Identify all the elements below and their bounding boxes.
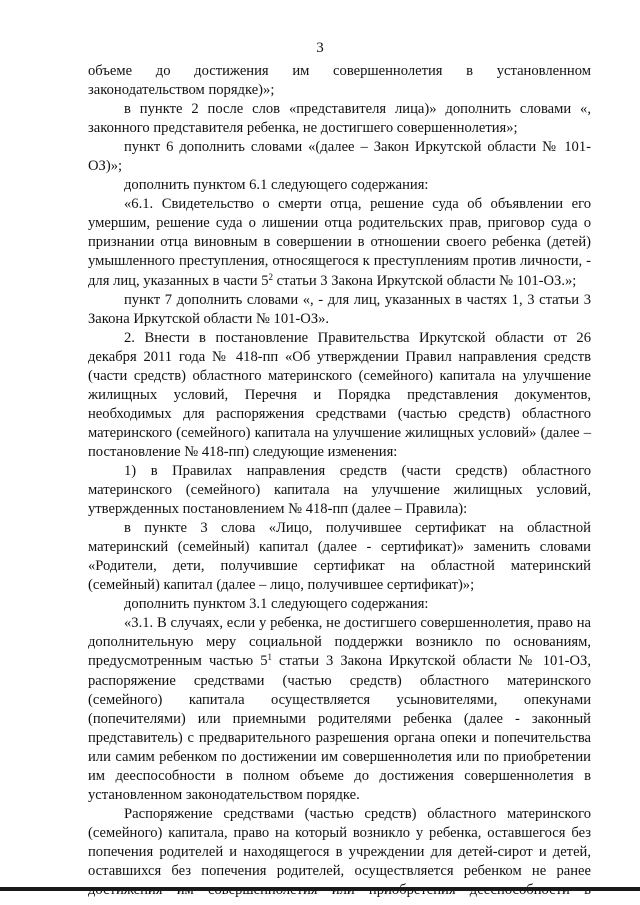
paragraph-6: пункт 7 дополнить словами «, - для лиц, указанных в частях 1, 3 статьи 3 Закона Иркутской области № 101-ОЗ». [88, 291, 591, 327]
page-number: 3 [316, 40, 324, 56]
paragraph-7: 2. Внести в постановление Правительства Иркутской области от 26 декабря 2011 года № 418-пп «Об утверждении Правил направления средств (части средств) областного материнского (семейного) капитала на улучшение жилищных условий, Перечня и Порядка представления документов, необходимых для распоряжения средствами (частью средств) областного материнского (семейного) капитала на улучшение жилищных условий» (далее – постановление № 418-пп) следующие изменения: [88, 329, 591, 460]
document-body [88, 62, 591, 900]
paragraph-2: в пункте 2 после слов «представителя лица)» дополнить словами «, законного представителя ребенка, не достигшего совершеннолетия»; [88, 101, 591, 137]
paragraph-8: 1) в Правилах направления средств (части средств) областного материнского (семейного) капитала на улучшение жилищных условий, утвержденных постановлением № 418-пп (далее – Правила): [88, 462, 591, 518]
paragraph-11-text-a: «3.1. В случаях, если у ребенка, не достигшего совершеннолетия, право на дополнительную меру социальной поддержки возникло по основаниям, предусмотренным частью 5 [88, 615, 591, 670]
paragraph-9: в пункте 3 слова «Лицо, получившее сертификат на областной материнский (семейный) капитал (далее - сертификат)» заменить словами «Родители, дети, получившие сертификат на областной материнский (семейный) капитал (далее – лицо, получившее сертификат)»; [88, 520, 591, 594]
superscript: 2 [268, 271, 273, 282]
paragraph-5 [88, 195, 591, 290]
paragraph-3: пункт 6 дополнить словами «(далее – Закон Иркутской области № 101-ОЗ)»; [88, 139, 591, 175]
paragraph-11-text-b: статьи 3 Закона Иркутской области № 101-ОЗ, распоряжение средствами (частью средств) областного материнского (семейного) капитала осуществляется усыновителями, опекунами (попечителями) или приемными родителями ребенка (далее - законный представитель) с предварительного разрешения органа опеки и попечительства или самим ребенком по достижении им совершеннолетия или по приобретении им дееспособности в полном объеме до достижения совершеннолетия в установленном законодательством порядке. [88, 653, 591, 803]
superscript: 1 [267, 652, 272, 663]
paragraph-5-text-b: статьи 3 Закона Иркутской области № 101-ОЗ.»; [273, 272, 577, 289]
paragraph-5-text-a: «6.1. Свидетельство о смерти отца, решение суда об объявлении его умершим, решение суда о лишении отца родительских прав, приговор суда о признании отца виновным в совершении в отношении своего ребенка (детей) умышленного преступления, относящегося к преступлениям против личности, - для лиц, указанных в части 5 [88, 196, 591, 289]
paragraph-1: объеме до достижения им совершеннолетия в установленном законодательством порядке)»; [88, 63, 591, 99]
paragraph-12: Распоряжение средствами (частью средств) областного материнского (семейного) капитала, право на который возникло у ребенка, оставшегося без попечения родителей и находящегося в учреждении для детей-сирот и детей, оставшихся без попечения родителей, осуществляется ребенком не ранее [88, 805, 591, 879]
paragraph-10: дополнить пунктом 3.1 следующего содержания: [124, 596, 429, 613]
paragraph-11 [88, 614, 591, 804]
scan-edge-line [0, 887, 640, 891]
paragraph-4: дополнить пунктом 6.1 следующего содержания: [124, 177, 429, 194]
